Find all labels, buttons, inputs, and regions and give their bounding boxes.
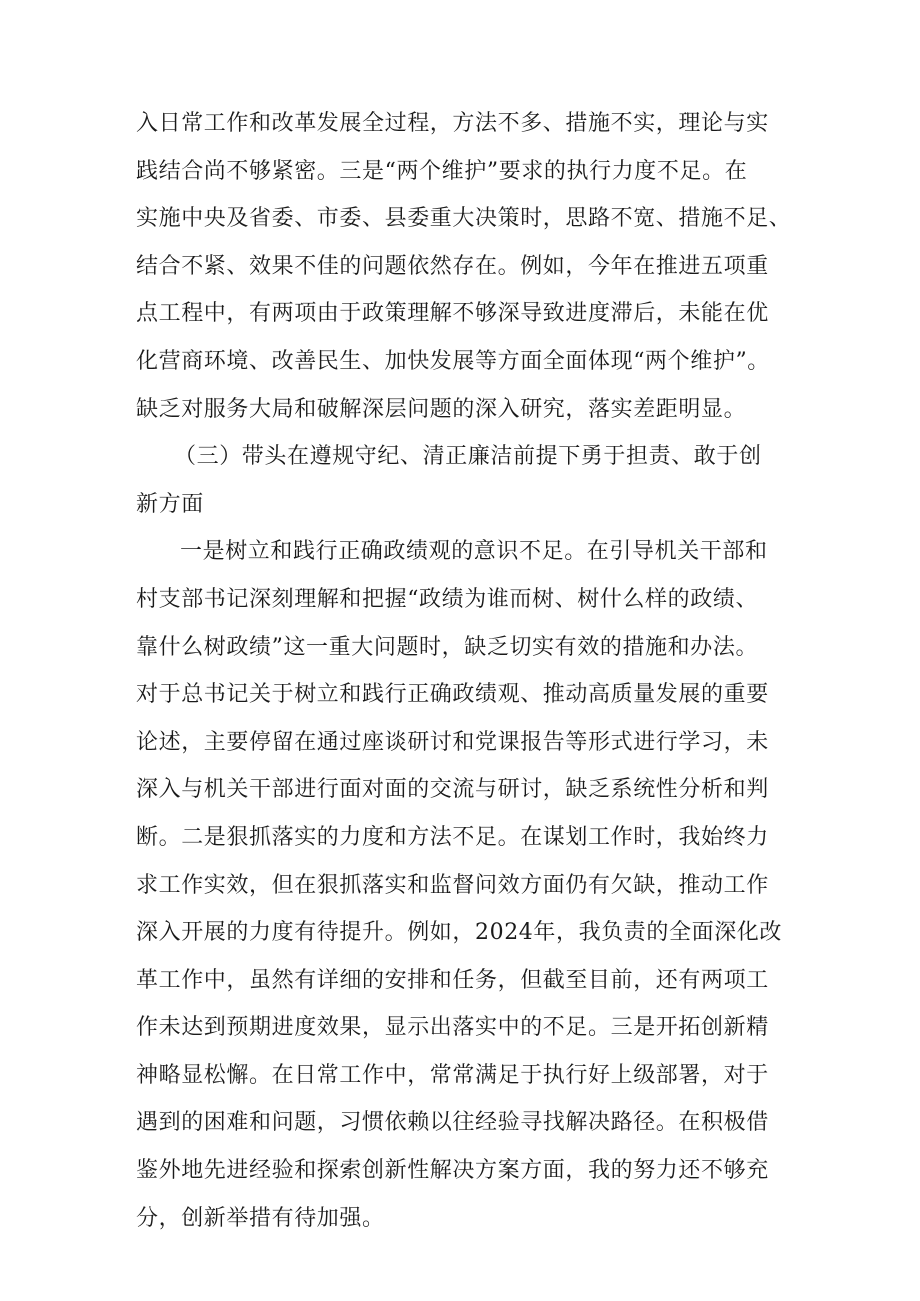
text-line: 实施中央及省委、市委、县委重大决策时，思路不宽、措施不足、 [136, 206, 792, 232]
text-line: 分，创新举措有待加强。 [136, 1205, 385, 1231]
text-line: 鉴外地先进经验和探索创新性解决方案方面，我的努力还不够充 [136, 1158, 769, 1184]
text-line: 入日常工作和改革发展全过程，方法不多、措施不实，理论与实 [136, 111, 769, 136]
text-line: 践结合尚不够紧密。三是“两个维护”要求的执行力度不足。在 [136, 158, 748, 184]
text-line: 论述，主要停留在通过座谈研讨和党课报告等形式进行学习，未 [136, 729, 769, 755]
paragraph-first-line: 一是树立和践行正确政绩观的意识不足。在引导机关干部和 [180, 539, 768, 565]
text-line: 村支部书记深刻理解和把握“政绩为谁而树、树什么样的政绩、 [136, 586, 759, 612]
text-line: 靠什么树政绩”这一重大问题时，缺乏切实有效的措施和办法。 [136, 634, 759, 660]
text-line: 革工作中，虽然有详细的安排和任务，但截至目前，还有两项工 [136, 967, 769, 993]
text-line: 缺乏对服务大局和破解深层问题的深入研究，落实差距明显。 [136, 396, 747, 422]
text-line: 深入与机关干部进行面对面的交流与研讨，缺乏系统性分析和判 [136, 777, 769, 803]
text-line: 对于总书记关于树立和践行正确政绩观、推动高质量发展的重要 [136, 682, 769, 708]
text-line: 遇到的困难和问题，习惯依赖以往经验寻找解决路径。在积极借 [136, 1110, 769, 1136]
text-line: 求工作实效，但在狠抓落实和监督问效方面仍有欠缺，推动工作 [136, 872, 769, 898]
document-body [136, 100, 796, 1242]
section-heading-continuation: 新方面 [136, 491, 204, 517]
text-line: 化营商环境、改善民生、加快发展等方面全面体现“两个维护”。 [136, 348, 770, 374]
text-line: 作未达到预期进度效果，显示出落实中的不足。三是开拓创新精 [136, 1015, 769, 1041]
text-line: 点工程中，有两项由于政策理解不够深导致进度滞后，未能在优 [136, 301, 769, 327]
section-heading: （三）带头在遵规守纪、清正廉洁前提下勇于担责、敢于创 [174, 444, 762, 470]
text-line: 断。二是狠抓落实的力度和方法不足。在谋划工作时，我始终力 [136, 824, 769, 850]
text-line: 深入开展的力度有待提升。例如，2024年，我负责的全面深化改 [136, 920, 782, 946]
text-line: 神略显松懈。在日常工作中，常常满足于执行好上级部署，对于 [136, 1062, 769, 1088]
text-line: 结合不紧、效果不佳的问题依然存在。例如，今年在推进五项重 [136, 253, 769, 279]
